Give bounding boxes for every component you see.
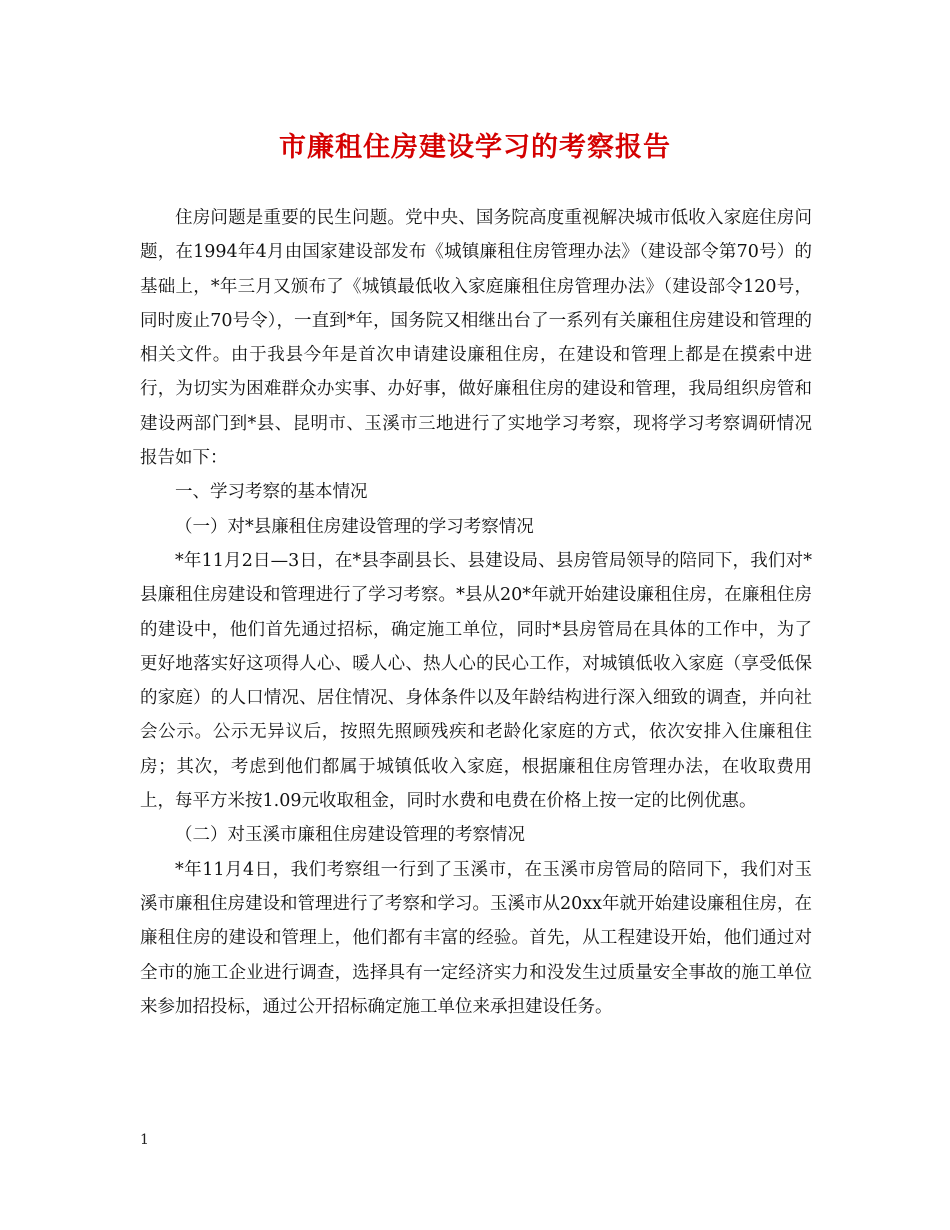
section-heading-basic-situation: 一、学习考察的基本情况 [175,482,368,503]
paragraph-county-visit: *年11月2日—3日，在*县李副县长、县建设局、县房管局领导的陪同下，我们对*县廉租住房建设和管理进行了学习考察。*县从20*年就开始建设廉租住房，在廉租住房的建设中，他们首先通过招标，确定施工单位，同时*县房管局在具体的工作中，为了更好地落实好这项得人心、暖人心、热人心的民心工作，对城镇低收入家庭（享受低保的家庭）的人口情况、居住情况、身体条件以及年龄结构进行深入细致的调查，并向社会公示。公示无异议后，按照先照顾残疾和老龄化家庭的方式，依次安排入住廉租住房；其次，考虑到他们都属于城镇低收入家庭，根据廉租住房管理办法，在收取费用上，每平方米按1.09元收取租金，同时水费和电费在价格上按一定的比例优惠。 [140,550,812,812]
document-title: 市廉租住房建设学习的考察报告 [279,132,671,163]
page-number: 1 [140,1132,149,1148]
paragraph-yuxi-visit: *年11月4日，我们考察组一行到了玉溪市，在玉溪市房管局的陪同下，我们对玉溪市廉租住房建设和管理进行了考察和学习。玉溪市从20xx年就开始建设廉租住房，在廉租住房的建设和管理上，他们都有丰富的经验。首先，从工程建设开始，他们通过对全市的施工企业进行调查，选择具有一定经济实力和没发生过质量安全事故的施工单位来参加招投标，通过公开招标确定施工单位来承担建设任务。 [140,859,813,1017]
document-body [140,201,812,1024]
paragraph-intro: 住房问题是重要的民生问题。党中央、国务院高度重视解决城市低收入家庭住房问题，在1994年4月由国家建设部发布《城镇廉租住房管理办法》（建设部令第70号）的基础上，*年三月又颁布了《城镇最低收入家庭廉租住房管理办法》（建设部令120号，同时废止70号令），一直到*年，国务院又相继出台了一系列有关廉租住房建设和管理的相关文件。由于我县今年是首次申请建设廉租住房，在建设和管理上都是在摸索中进行，为切实为困难群众办实事、办好事，做好廉租住房的建设和管理，我局组织房管和建设两部门到*县、昆明市、玉溪市三地进行了实地学习考察，现将学习考察调研情况报告如下： [140,208,812,469]
subsection-heading-county: （一）对*县廉租住房建设管理的学习考察情况 [175,516,534,537]
subsection-heading-yuxi: （二）对玉溪市廉租住房建设管理的考察情况 [175,825,525,846]
